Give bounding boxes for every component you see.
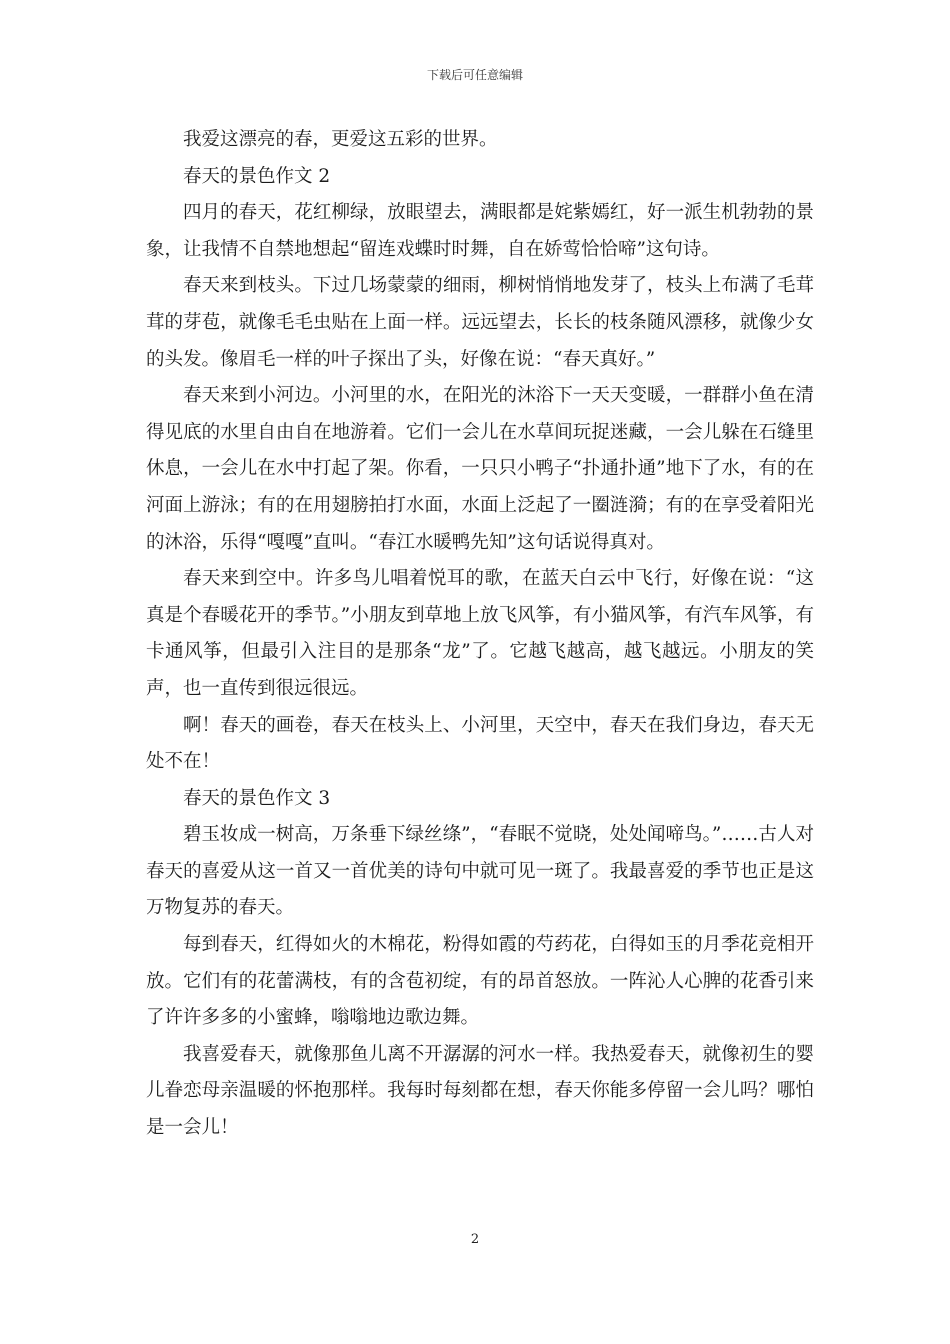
paragraph-intro: 四月的春天，花红柳绿，放眼望去，满眼都是姹紫嫣红，好一派生机勃勃的景象，让我情不自禁地想起“留连戏蝶时时舞，自在娇莺恰恰啼”这句诗。: [146, 202, 814, 260]
paragraph-summary: 啊！春天的画卷，春天在枝头上、小河里，天空中，春天在我们身边，春天无处不在！: [146, 714, 814, 773]
document-body: [146, 122, 814, 1147]
paragraph-branches: 春天来到枝头。下过几场蒙蒙的细雨，柳树悄悄地发芽了，枝头上布满了毛茸茸的芽苞，就像毛毛虫贴在上面一样。远远望去，长长的枝条随风漂移，就像少女的头发。像眉毛一样的叶子探出了头，好像在说：“春天真好。”: [146, 275, 814, 370]
page-number: 2: [470, 1232, 480, 1247]
paragraph-poem: 碧玉妆成一树高，万条垂下绿丝绦”，“春眠不觉晓，处处闻啼鸟。”……古人对春天的喜爱从这一首又一首优美的诗句中就可见一斑了。我最喜爱的季节也正是这万物复苏的春天。: [146, 824, 814, 919]
paragraph-love-spring: 我喜爱春天，就像那鱼儿离不开潺潺的河水一样。我热爱春天，就像初生的婴儿眷恋母亲温暖的怀抱那样。我每时每刻都在想，春天你能多停留一会儿吗？哪怕是一会儿！: [146, 1043, 814, 1139]
section-title-2: 春天的景色作文 2: [183, 165, 331, 187]
paragraph-flowers: 每到春天，红得如火的木棉花，粉得如霞的芍药花，白得如玉的月季花竞相开放。它们有的花蕾满枝，有的含苞初绽，有的昂首怒放。一阵沁人心脾的花香引来了许许多多的小蜜蜂，嗡嗡地边歌边舞。: [146, 934, 814, 1029]
paragraph-river: 春天来到小河边。小河里的水，在阳光的沐浴下一天天变暖，一群群小鱼在清得见底的水里自由自在地游着。它们一会儿在水草间玩捉迷藏，一会儿躲在石缝里休息，一会儿在水中打起了架。你看，一只只小鸭子“扑通扑通”地下了水，有的在河面上游泳；有的在用翅膀拍打水面，水面上泛起了一圈涟漪；有的在享受着阳光的沐浴，乐得“嘎嘎”直叫。“春江水暖鸭先知”这句话说得真对。: [146, 385, 814, 553]
section-title-3: 春天的景色作文 3: [183, 787, 331, 809]
page-header: 下载后可任意编辑: [426, 68, 523, 82]
paragraph-closing: 我爱这漂亮的春，更爱这五彩的世界。: [183, 129, 498, 150]
paragraph-sky: 春天来到空中。许多鸟儿唱着悦耳的歌，在蓝天白云中飞行，好像在说：“这真是个春暖花开的季节。”小朋友到草地上放飞风筝，有小猫风筝，有汽车风筝，有卡通风筝，但最引入注目的是那条“龙”了。它越飞越高，越飞越远。小朋友的笑声，也一直传到很远很远。: [146, 568, 814, 699]
